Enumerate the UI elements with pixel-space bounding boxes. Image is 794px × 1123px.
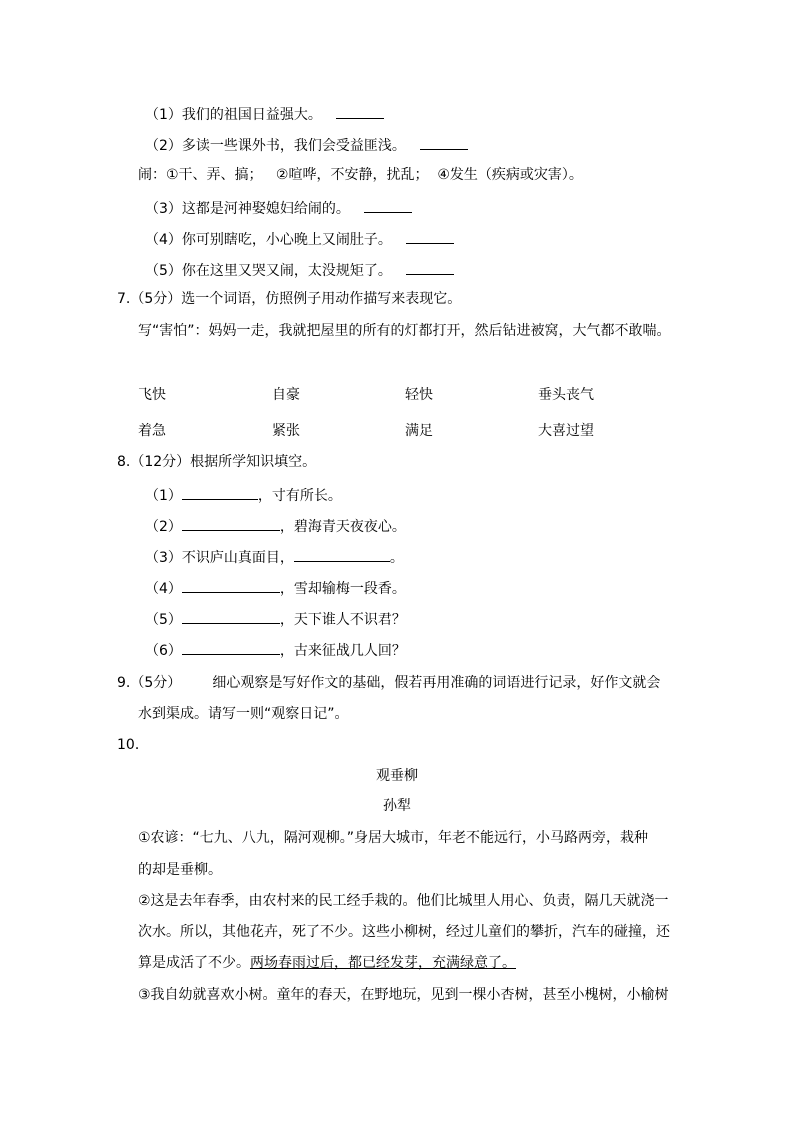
q7-word: 紧张 bbox=[272, 423, 300, 439]
q7-word: 飞快 bbox=[138, 387, 166, 403]
q8-title: 8.（12分）根据所学知识填空。 bbox=[117, 454, 317, 470]
q7-example: 写“害怕”：妈妈一走，我就把屋里的所有的灯都打开，然后钻进被窝，大气都不敢喘。 bbox=[138, 323, 671, 339]
item-suffix: ，碧海青天夜夜心。 bbox=[279, 519, 406, 535]
q7-word: 垂头丧气 bbox=[538, 387, 594, 403]
paragraph-2-line-1: ②这是去年春季，由农村来的民工经手栽的。他们比城里人用心、负责，隔几天就浇一 bbox=[138, 893, 669, 909]
q7-title: 7.（5分）选一个词语，仿照例子用动作描写来表现它。 bbox=[117, 291, 462, 307]
item-prefix: （1） bbox=[145, 488, 182, 504]
item-prefix: （5） bbox=[145, 612, 182, 628]
answer-blank[interactable] bbox=[406, 260, 454, 275]
underlined-sentence: 两场春雨过后，都已经发芽，充满绿意了。 bbox=[250, 955, 516, 971]
answer-blank[interactable] bbox=[182, 640, 280, 655]
q6-item-5 bbox=[145, 260, 454, 280]
q8-item-6 bbox=[145, 640, 406, 660]
q8-item-3 bbox=[145, 547, 404, 567]
answer-blank[interactable] bbox=[336, 104, 384, 119]
q7-word: 大喜过望 bbox=[538, 423, 594, 439]
paragraph-2-line-2: 次水。所以，其他花卉，死了不少。这些小柳树，经过儿童们的攀折，汽车的碰撞，还 bbox=[138, 924, 670, 940]
q6-item-3 bbox=[145, 198, 412, 218]
item-prefix: （6） bbox=[145, 643, 182, 659]
q9-line-1: 9.（5分） 细心观察是写好作文的基础，假若再用准确的词语进行记录，好作文就会 bbox=[117, 675, 661, 691]
q9-line-2: 水到渠成。请写一则“观察日记”。 bbox=[138, 706, 349, 722]
item-text: （3）这都是河神娶媳妇给闹的。 bbox=[145, 201, 350, 217]
q8-item-1 bbox=[145, 485, 342, 505]
paragraph-2-line-3 bbox=[138, 954, 516, 972]
plain-text: 算是成活了不少。 bbox=[138, 955, 250, 971]
q7-word: 满足 bbox=[405, 423, 433, 439]
answer-blank[interactable] bbox=[294, 547, 390, 562]
answer-blank[interactable] bbox=[420, 135, 468, 150]
passage-title: 观垂柳 bbox=[376, 768, 418, 784]
item-suffix: ，古来征战几人回？ bbox=[279, 643, 406, 659]
paragraph-1-line-2: 的却是垂柳。 bbox=[138, 862, 222, 878]
answer-blank[interactable] bbox=[182, 609, 280, 624]
item-prefix: （2） bbox=[145, 519, 182, 535]
answer-blank[interactable] bbox=[364, 198, 412, 213]
q6-definition: 闹：①干、弄、搞； ②喧哗，不安静，扰乱； ④发生（疾病或灾害）。 bbox=[138, 167, 583, 183]
item-prefix: （4） bbox=[145, 581, 182, 597]
item-text: （5）你在这里又哭又闹，太没规矩了。 bbox=[145, 263, 392, 279]
item-text: （4）你可别瞎吃，小心晚上又闹肚子。 bbox=[145, 232, 392, 248]
item-suffix: ，天下谁人不识君？ bbox=[279, 612, 406, 628]
q6-item-4 bbox=[145, 229, 454, 249]
paragraph-3-line-1: ③我自幼就喜欢小树。童年的春天，在野地玩，见到一棵小杏树，甚至小槐树，小榆树 bbox=[138, 987, 669, 1003]
q7-word: 轻快 bbox=[405, 387, 433, 403]
answer-blank[interactable] bbox=[182, 578, 280, 593]
q8-item-5 bbox=[145, 609, 406, 629]
item-prefix: （3）不识庐山真面目， bbox=[145, 550, 294, 566]
q10-number: 10． bbox=[117, 737, 149, 753]
q8-item-4 bbox=[145, 578, 406, 598]
q6-item-1 bbox=[145, 104, 384, 124]
item-text: （2）多读一些课外书，我们会受益匪浅。 bbox=[145, 138, 406, 154]
item-suffix: 。 bbox=[389, 550, 404, 566]
q6-item-2 bbox=[145, 135, 468, 155]
q7-word: 着急 bbox=[138, 423, 166, 439]
item-suffix: ，雪却输梅一段香。 bbox=[279, 581, 406, 597]
q7-word: 自豪 bbox=[272, 387, 300, 403]
item-suffix: ，寸有所长。 bbox=[257, 488, 342, 504]
answer-blank[interactable] bbox=[182, 485, 258, 500]
passage-author: 孙犁 bbox=[383, 798, 411, 814]
answer-blank[interactable] bbox=[406, 229, 454, 244]
q8-item-2 bbox=[145, 516, 406, 536]
paragraph-1-line-1: ①农谚：“七九、八九，隔河观柳。”身居大城市，年老不能远行，小马路两旁，栽种 bbox=[138, 830, 649, 846]
answer-blank[interactable] bbox=[182, 516, 280, 531]
item-text: （1）我们的祖国日益强大。 bbox=[145, 107, 322, 123]
